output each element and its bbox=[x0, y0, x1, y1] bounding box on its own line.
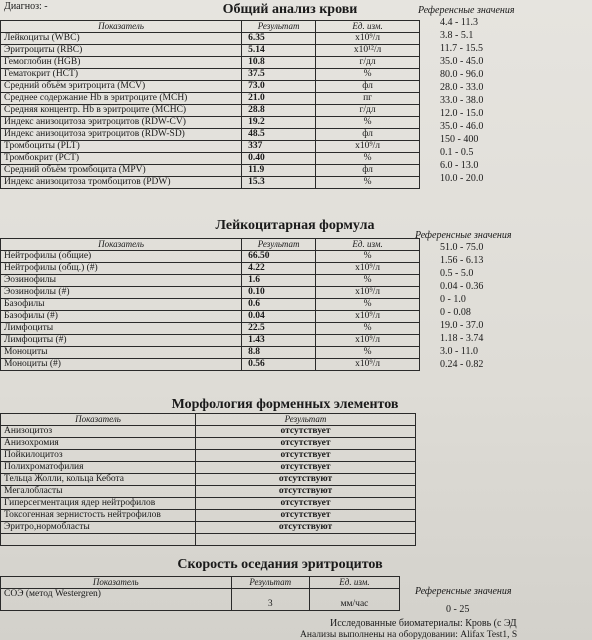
cbc-row bbox=[1, 165, 420, 177]
esr-ref: 0 - 25 bbox=[446, 604, 470, 615]
cbc-row-unit: фл bbox=[316, 81, 420, 93]
morph-row-result: отсутствует bbox=[196, 438, 416, 450]
cbc-row-name: Гемоглобин (HGB) bbox=[1, 57, 242, 69]
diff-title: Лейкоцитарная формула bbox=[215, 218, 375, 233]
cbc-row-name: Гематокрит (HCT) bbox=[1, 69, 242, 81]
cbc-row-result: 0.40 bbox=[242, 153, 316, 165]
morph-row-result: отсутствуют bbox=[196, 522, 416, 534]
cbc-row-name: Эритроциты (RBC) bbox=[1, 45, 242, 57]
cbc-col-ref: Референсные значения bbox=[418, 5, 515, 16]
diff-row-result: 0.04 bbox=[242, 311, 316, 323]
morph-row bbox=[1, 450, 416, 462]
morph-row-result: отсутствует bbox=[196, 426, 416, 438]
cbc-row bbox=[1, 177, 420, 189]
diff-row-result: 1.43 bbox=[242, 335, 316, 347]
morph-row-name bbox=[1, 534, 196, 546]
cbc-row-unit: % bbox=[316, 117, 420, 129]
esr-table bbox=[0, 576, 400, 611]
morph-row bbox=[1, 486, 416, 498]
cbc-row-name: Индекс анизоцитоза эритроцитов (RDW-SD) bbox=[1, 129, 242, 141]
cbc-row-result: 6.35 bbox=[242, 33, 316, 45]
diff-row-name: Моноциты bbox=[1, 347, 242, 359]
diff-row-result: 66.50 bbox=[242, 251, 316, 263]
diff-row bbox=[1, 251, 420, 263]
diff-row-unit: % bbox=[316, 323, 420, 335]
cbc-row-unit: фл bbox=[316, 129, 420, 141]
morph-row-name: Пойкилоцитоз bbox=[1, 450, 196, 462]
diff-row-unit: % bbox=[316, 299, 420, 311]
morph-row-name: Полихроматофилия bbox=[1, 462, 196, 474]
esr-title: Скорость оседания эритроцитов bbox=[177, 557, 383, 572]
morph-row bbox=[1, 522, 416, 534]
cbc-row-ref: 35.0 - 46.0 bbox=[440, 121, 484, 132]
diagnosis-label: Диагноз: - bbox=[4, 1, 48, 12]
footer-equipment: Анализы выполнены на оборудовании: Alifax Test1, S bbox=[300, 630, 518, 640]
diff-row bbox=[1, 347, 420, 359]
diff-row bbox=[1, 299, 420, 311]
cbc-row-result: 15.3 bbox=[242, 177, 316, 189]
diff-col-unit: Ед. изм. bbox=[316, 239, 420, 251]
morph-title: Морфология форменных элементов bbox=[171, 397, 399, 412]
diff-row-result: 1.6 bbox=[242, 275, 316, 287]
morph-row bbox=[1, 462, 416, 474]
cbc-row-result: 19.2 bbox=[242, 117, 316, 129]
cbc-row-name: Средний объём тромбоцита (MPV) bbox=[1, 165, 242, 177]
diff-row-unit: x10⁹/л bbox=[316, 263, 420, 275]
cbc-row-ref: 150 - 400 bbox=[440, 134, 479, 145]
cbc-row-name: Средняя концентр. Hb в эритроците (MCHC) bbox=[1, 105, 242, 117]
diff-row-result: 0.10 bbox=[242, 287, 316, 299]
diff-row-result: 0.6 bbox=[242, 299, 316, 311]
diff-row bbox=[1, 287, 420, 299]
diff-row-ref: 0 - 0.08 bbox=[440, 307, 471, 318]
esr-unit: мм/час bbox=[309, 589, 399, 611]
cbc-row bbox=[1, 129, 420, 141]
diff-row-name: Базофилы (#) bbox=[1, 311, 242, 323]
cbc-row bbox=[1, 141, 420, 153]
morph-row-name: Анизоцитоз bbox=[1, 426, 196, 438]
cbc-row-name: Среднее содержание Hb в эритроците (MCH) bbox=[1, 93, 242, 105]
diff-col-name: Показатель bbox=[1, 239, 242, 251]
diff-row-ref: 0.5 - 5.0 bbox=[440, 268, 474, 279]
diff-row-result: 8.8 bbox=[242, 347, 316, 359]
diff-row-name: Эозинофилы bbox=[1, 275, 242, 287]
morph-row-result: отсутствуют bbox=[196, 474, 416, 486]
diff-row-unit: x10⁹/л bbox=[316, 287, 420, 299]
morph-table bbox=[0, 413, 416, 546]
diff-row bbox=[1, 323, 420, 335]
cbc-row-ref: 12.0 - 15.0 bbox=[440, 108, 484, 119]
diff-row bbox=[1, 359, 420, 371]
diff-col-ref: Референсные значения bbox=[415, 230, 512, 241]
cbc-col-name: Показатель bbox=[1, 21, 242, 33]
esr-name: СОЭ (метод Westergren) bbox=[1, 589, 232, 611]
morph-row-name: Мегалобласты bbox=[1, 486, 196, 498]
cbc-row-result: 10.8 bbox=[242, 57, 316, 69]
diff-row-unit: % bbox=[316, 275, 420, 287]
morph-row bbox=[1, 474, 416, 486]
cbc-row bbox=[1, 93, 420, 105]
diff-row-ref: 1.56 - 6.13 bbox=[440, 255, 484, 266]
esr-col-result: Результат bbox=[231, 577, 309, 589]
cbc-row-result: 337 bbox=[242, 141, 316, 153]
diff-row-ref: 0.24 - 0.82 bbox=[440, 359, 484, 370]
diff-row-name: Лимфоциты (#) bbox=[1, 335, 242, 347]
cbc-row-name: Тромбокрит (PCT) bbox=[1, 153, 242, 165]
cbc-col-unit: Ед. изм. bbox=[316, 21, 420, 33]
cbc-row-unit: % bbox=[316, 177, 420, 189]
cbc-title: Общий анализ крови bbox=[222, 2, 358, 17]
cbc-row-unit: x10⁹/л bbox=[316, 141, 420, 153]
cbc-row-result: 5.14 bbox=[242, 45, 316, 57]
cbc-row-result: 73.0 bbox=[242, 81, 316, 93]
cbc-row bbox=[1, 57, 420, 69]
cbc-row-result: 48.5 bbox=[242, 129, 316, 141]
morph-row-result: отсутствует bbox=[196, 462, 416, 474]
morph-row bbox=[1, 510, 416, 522]
cbc-row-ref: 11.7 - 15.5 bbox=[440, 43, 483, 54]
diff-row-ref: 51.0 - 75.0 bbox=[440, 242, 484, 253]
diff-row-unit: x10⁹/л bbox=[316, 335, 420, 347]
cbc-row-ref: 35.0 - 45.0 bbox=[440, 56, 484, 67]
diff-row-name: Нейтрофилы (общие) bbox=[1, 251, 242, 263]
cbc-row-result: 11.9 bbox=[242, 165, 316, 177]
esr-col-name: Показатель bbox=[1, 577, 232, 589]
morph-row-result: отсутствует bbox=[196, 498, 416, 510]
esr-col-unit: Ед. изм. bbox=[309, 577, 399, 589]
cbc-row-ref: 28.0 - 33.0 bbox=[440, 82, 484, 93]
diff-row-name: Эозинофилы (#) bbox=[1, 287, 242, 299]
cbc-row-ref: 6.0 - 13.0 bbox=[440, 160, 479, 171]
diff-row-ref: 0.04 - 0.36 bbox=[440, 281, 484, 292]
cbc-row-ref: 80.0 - 96.0 bbox=[440, 69, 484, 80]
diff-row-ref: 1.18 - 3.74 bbox=[440, 333, 484, 344]
diff-row-ref: 19.0 - 37.0 bbox=[440, 320, 484, 331]
morph-row-name: Гиперсегментация ядер нейтрофилов bbox=[1, 498, 196, 510]
cbc-row bbox=[1, 69, 420, 81]
cbc-row bbox=[1, 45, 420, 57]
morph-row bbox=[1, 498, 416, 510]
diff-row-ref: 0 - 1.0 bbox=[440, 294, 466, 305]
cbc-row-name: Индекс анизоцитоза тромбоцитов (PDW) bbox=[1, 177, 242, 189]
morph-row-name: Анизохромия bbox=[1, 438, 196, 450]
esr-col-ref: Референсные значения bbox=[415, 586, 512, 597]
cbc-row-name: Тромбоциты (PLT) bbox=[1, 141, 242, 153]
diff-row bbox=[1, 311, 420, 323]
diff-table bbox=[0, 238, 420, 371]
cbc-row-ref: 3.8 - 5.1 bbox=[440, 30, 474, 41]
diff-row-unit: x10⁹/л bbox=[316, 311, 420, 323]
morph-row-result: отсутствуют bbox=[196, 486, 416, 498]
cbc-row-unit: пг bbox=[316, 93, 420, 105]
cbc-row-result: 21.0 bbox=[242, 93, 316, 105]
morph-row-result: отсутствует bbox=[196, 450, 416, 462]
morph-row-name: Тельца Жолли, кольца Кебота bbox=[1, 474, 196, 486]
cbc-row-unit: x10⁹/л bbox=[316, 33, 420, 45]
cbc-row-unit: x10¹²/л bbox=[316, 45, 420, 57]
cbc-row-result: 28.8 bbox=[242, 105, 316, 117]
morph-col-name: Показатель bbox=[1, 414, 196, 426]
morph-row bbox=[1, 534, 416, 546]
cbc-row-unit: фл bbox=[316, 165, 420, 177]
cbc-row-unit: % bbox=[316, 69, 420, 81]
morph-row-result bbox=[196, 534, 416, 546]
cbc-col-result: Результат bbox=[242, 21, 316, 33]
cbc-row-ref: 4.4 - 11.3 bbox=[440, 17, 478, 28]
cbc-row bbox=[1, 117, 420, 129]
diff-row-result: 0.56 bbox=[242, 359, 316, 371]
cbc-row-name: Средний объём эритроцита (MCV) bbox=[1, 81, 242, 93]
diff-row-unit: x10⁹/л bbox=[316, 359, 420, 371]
diff-row bbox=[1, 275, 420, 287]
esr-row bbox=[1, 589, 400, 611]
cbc-row bbox=[1, 153, 420, 165]
cbc-row-unit: % bbox=[316, 153, 420, 165]
morph-row bbox=[1, 438, 416, 450]
diff-row-name: Лимфоциты bbox=[1, 323, 242, 335]
morph-row-name: Эритро,нормобласты bbox=[1, 522, 196, 534]
diff-row bbox=[1, 263, 420, 275]
diff-row-name: Моноциты (#) bbox=[1, 359, 242, 371]
cbc-row bbox=[1, 33, 420, 45]
morph-row-result: отсутствует bbox=[196, 510, 416, 522]
diff-row-unit: % bbox=[316, 251, 420, 263]
cbc-row-result: 37.5 bbox=[242, 69, 316, 81]
cbc-row-name: Индекс анизоцитоза эритроцитов (RDW-CV) bbox=[1, 117, 242, 129]
diff-row-ref: 3.0 - 11.0 bbox=[440, 346, 478, 357]
diff-row-name: Базофилы bbox=[1, 299, 242, 311]
morph-row-name: Токсогенная зернистость нейтрофилов bbox=[1, 510, 196, 522]
diff-row bbox=[1, 335, 420, 347]
diff-row-name: Нейтрофилы (общ.) (#) bbox=[1, 263, 242, 275]
cbc-row bbox=[1, 105, 420, 117]
diff-row-result: 4.22 bbox=[242, 263, 316, 275]
morph-col-result: Результат bbox=[196, 414, 416, 426]
diff-col-result: Результат bbox=[242, 239, 316, 251]
cbc-row-unit: г/дл bbox=[316, 105, 420, 117]
cbc-table bbox=[0, 20, 420, 189]
morph-row bbox=[1, 426, 416, 438]
esr-result: 3 bbox=[231, 589, 309, 611]
cbc-row-ref: 0.1 - 0.5 bbox=[440, 147, 474, 158]
cbc-row bbox=[1, 81, 420, 93]
diff-row-unit: % bbox=[316, 347, 420, 359]
cbc-row-name: Лейкоциты (WBC) bbox=[1, 33, 242, 45]
cbc-row-ref: 33.0 - 38.0 bbox=[440, 95, 484, 106]
diff-row-result: 22.5 bbox=[242, 323, 316, 335]
footer-biomaterials: Исследованные биоматериалы: Кровь (с ЭД bbox=[330, 618, 517, 629]
cbc-row-unit: г/дл bbox=[316, 57, 420, 69]
cbc-row-ref: 10.0 - 20.0 bbox=[440, 173, 484, 184]
